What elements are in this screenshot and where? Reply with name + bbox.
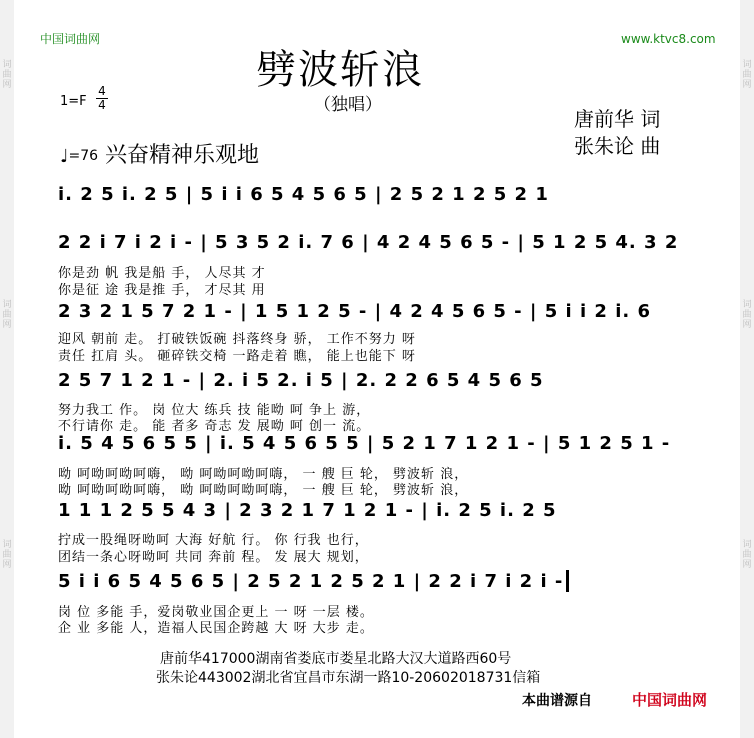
left-margin-strip	[0, 0, 14, 738]
lyric-line: 你是征 途 我是推 手， 才尽其 用	[58, 283, 266, 298]
lyricist-address: 唐前华417000湖南省娄底市娄星北路大汉大道路西60号	[160, 651, 512, 667]
side-watermark: 词 曲 网	[742, 300, 752, 330]
side-watermark: 词 曲 网	[2, 300, 12, 330]
lyric-line: 责任 扛肩 头。 砸碎铁交椅 一路走着 瞧， 能上也能下 呀	[58, 349, 416, 364]
lyric-line: 拧成一股绳呀呦呵 大海 好航 行。 你 行我 也行，	[58, 533, 369, 548]
composer-address: 张朱论443002湖北省宜昌市东湖一路10-20602018731信箱	[156, 670, 541, 686]
notation-row: 2 5 7 1 2 1 - | 2. i 5 2. i 5 | 2. 2 2 6 5 4 5 6 5	[58, 370, 544, 391]
tempo-marking	[60, 138, 259, 169]
notation-row: i. 2 5 i. 2 5 | 5 i i 6 5 4 5 6 5 | 2 5 2 1 2 5 2 1	[58, 184, 549, 205]
lyric-line: 呦 呵呦呵呦呵嗨， 呦 呵呦呵呦呵嗨， 一 艘 巨 轮， 劈波斩 浪，	[58, 467, 469, 482]
notation-row: 1 1 1 2 5 5 4 3 | 2 3 2 1 7 1 2 1 - | i. 2 5 i. 2 5	[58, 500, 557, 521]
lyric-line: 努力我工 作。 岗 位大 练兵 技 能呦 呵 争上 游，	[58, 403, 371, 418]
final-barline	[566, 570, 569, 592]
lyric-line: 迎风 朝前 走。 打破铁饭碗 抖落终身 骄， 工作不努力 呀	[58, 332, 416, 347]
notation-row: i. 5 4 5 6 5 5 | i. 5 4 5 6 5 5 | 5 2 1 7 1 2 1 - | 5 1 2 5 1 -	[58, 433, 671, 454]
side-watermark: 词 曲 网	[742, 540, 752, 570]
lyric-line: 呦 呵呦呵呦呵嗨， 呦 呵呦呵呦呵嗨， 一 艘 巨 轮， 劈波斩 浪，	[58, 483, 469, 498]
key-signature: 1=F	[60, 94, 87, 109]
notation-row: 5 i i 6 5 4 5 6 5 | 2 5 2 1 2 5 2 1 | 2 2 i 7 i 2 i -	[58, 571, 564, 592]
lyric-line: 团结一条心呀呦呵 共同 奔前 程。 发 展大 规划，	[58, 550, 369, 565]
lyric-line: 不行请你 走。 能 者多 奇志 发 展呦 呵 创一 流。	[58, 419, 371, 434]
side-watermark: 词 曲 网	[2, 540, 12, 570]
song-subtitle: （独唱）	[314, 95, 382, 115]
lyric-line: 企 业 多能 人，造福人民国企跨越 大 呀 大步 走。	[58, 621, 374, 636]
notation-row: 2 2 i 7 i 2 i - | 5 3 5 2 i. 7 6 | 4 2 4 5 6 5 - | 5 1 2 5 4. 3 2	[58, 232, 679, 253]
quarter-note-icon: ♩	[60, 146, 69, 167]
song-title: 劈波斩浪	[256, 47, 424, 93]
time-signature	[96, 85, 108, 112]
lyricist-credit: 唐前华 词	[574, 107, 661, 131]
tempo-value: =76	[68, 148, 99, 164]
right-margin-strip	[740, 0, 754, 738]
expression-text: 兴奋精神乐观地	[105, 143, 260, 168]
notation-row: 2 3 2 1 5 7 2 1 - | 1 5 1 2 5 - | 4 2 4 5 6 5 - | 5 i i 2 i. 6	[58, 301, 652, 322]
lyric-line: 你是劲 帆 我是船 手， 人尽其 才	[58, 266, 266, 281]
lyric-line: 岗 位 多能 手，爱岗敬业国企更上 一 呀 一层 楼。	[58, 605, 374, 620]
source-brand: 中国词曲网	[632, 691, 708, 709]
composer-credit: 张朱论 曲	[574, 134, 661, 158]
side-watermark: 词 曲 网	[2, 60, 12, 90]
source-label: 本曲谱源自	[522, 693, 592, 709]
site-url: www.ktvc8.com	[621, 32, 716, 46]
brand-watermark: 中国词曲网	[40, 32, 101, 46]
meter-bottom: 4	[96, 98, 108, 112]
meter-top: 4	[98, 84, 106, 98]
side-watermark: 词 曲 网	[742, 60, 752, 90]
